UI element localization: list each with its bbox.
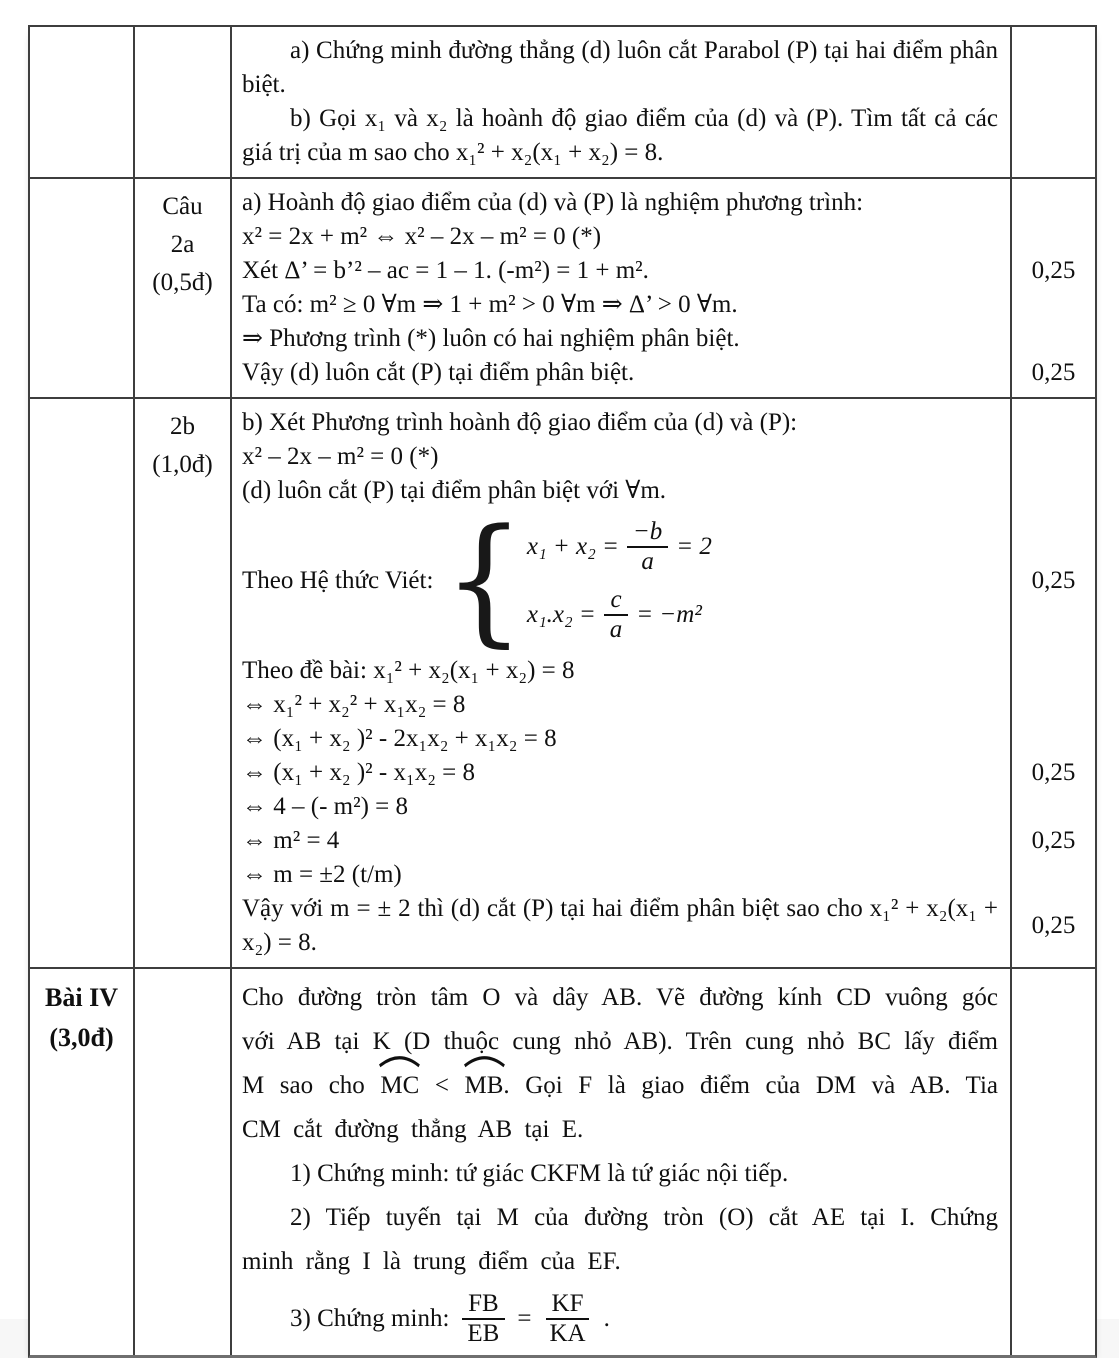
content-line: (d) luôn cắt (P) tại điểm phân biệt với ∀m. <box>242 477 667 504</box>
viete-prefix: Theo Hệ thức Viét: <box>242 567 434 594</box>
content-line: a) Hoành độ giao điểm của (d) và (P) là nghiệm phương trình: <box>242 189 864 216</box>
viete-equations <box>527 518 712 644</box>
cell-cau-label <box>135 969 232 1355</box>
content-line: Vậy (d) luôn cắt (P) tại điểm phân biệt. <box>242 359 635 386</box>
answer-table <box>28 25 1097 1358</box>
equation-lhs: x₁ + x₂ = <box>526 533 619 561</box>
cell-cau-label <box>135 399 232 967</box>
cau-label-line: Câu <box>162 193 203 220</box>
viete-equation <box>527 518 712 576</box>
equation-rhs: = −m² <box>636 601 702 629</box>
text-fragment: < <box>419 1072 465 1099</box>
cell-content <box>232 179 1012 397</box>
score-value: 0,25 <box>1031 567 1076 594</box>
content-line: ⇔ 4 – (- m²) = 8 <box>242 793 409 820</box>
row-bai-4 <box>30 969 1095 1355</box>
cau-label-line: (1,0đ) <box>152 451 213 478</box>
content-line: Xét Δ’ = b’² – ac = 1 – 1. (-m²) = 1 + m². <box>242 257 649 284</box>
cell-bai-label <box>30 179 135 397</box>
arc-label: MB <box>464 1072 504 1099</box>
arc-icon <box>378 1055 421 1067</box>
content-line: ⇔ x₁² + x₂² + x₁x₂ = 8 <box>242 691 466 718</box>
fraction-numerator: c <box>604 586 627 616</box>
cell-content <box>232 969 1012 1355</box>
fraction-numerator: −b <box>627 518 668 548</box>
fracline-suffix: . <box>603 1305 610 1332</box>
score-value: 0,25 <box>1031 359 1076 386</box>
cell-content <box>232 27 1012 177</box>
text-fragment: . Gọi F là giao điểm của DM và AB. Tia CM cắt đường thẳng AB tại E. <box>242 1072 998 1143</box>
cell-score <box>1012 179 1095 397</box>
equals-sign: = <box>517 1305 532 1332</box>
content-line: ⇔ m = ±2 (t/m) <box>242 861 402 888</box>
content-line <box>242 1290 998 1348</box>
content-line: Vậy với m = ± 2 thì (d) cắt (P) tại hai điểm phân biệt sao cho x₁² + x₂(x₁ + x₂) = 8. <box>242 895 998 956</box>
content-line: ⇔ m² = 4 <box>242 827 340 854</box>
content-line: ⇒ Phương trình (*) luôn có hai nghiệm phân biệt. <box>242 325 740 352</box>
cell-cau-label <box>135 179 232 397</box>
row-cau-2b <box>30 399 1095 969</box>
fraction-denominator: KA <box>549 1320 586 1347</box>
bai-label-line: Bài IV <box>45 983 118 1012</box>
content-line: Ta có: m² ≥ 0 ∀m ⇒ 1 + m² > 0 ∀m ⇒ Δ’ > 0 ∀m. <box>242 291 738 318</box>
cau-label-line: 2b <box>170 413 195 440</box>
content-line: Theo đề bài: x₁² + x₂(x₁ + x₂) = 8 <box>242 657 575 684</box>
content-line <box>242 976 998 1152</box>
bai-label-line: (3,0đ) <box>49 1023 114 1052</box>
content-line: b) Gọi x₁ và x₂ là hoành độ giao điểm của (d) và (P). Tìm tất cả các giá trị của m sao cho x₁² + x₂(x₁ + x₂) = 8. <box>242 105 998 166</box>
equation-lhs: x₁.x₂ = <box>526 601 596 629</box>
row-cau-2a <box>30 179 1095 399</box>
content-line: a) Chứng minh đường thẳng (d) luôn cắt Parabol (P) tại hai điểm phân biệt. <box>242 37 998 98</box>
brace-icon: { <box>443 500 525 661</box>
arc-icon <box>463 1055 506 1067</box>
cell-score <box>1012 27 1095 177</box>
score-value: 0,25 <box>1031 912 1076 939</box>
viete-system <box>242 500 998 661</box>
fraction-denominator: a <box>609 616 623 643</box>
fraction-numerator: FB <box>462 1290 505 1320</box>
content-line: 2) Tiếp tuyến tại M của đường tròn (O) cắt AE tại I. Chứng minh rằng I là trung điểm của EF. <box>242 1204 998 1275</box>
cell-bai-label <box>30 969 135 1355</box>
arc-label: MC <box>380 1072 420 1099</box>
fraction-denominator: EB <box>467 1320 500 1347</box>
content-line: ⇔ (x₁ + x₂ )² - x₁x₂ = 8 <box>242 759 476 786</box>
fraction <box>461 1290 505 1348</box>
fracline-prefix: 3) Chứng minh: <box>290 1305 450 1332</box>
score-value: 0,25 <box>1031 827 1076 854</box>
viete-equation <box>527 586 712 644</box>
cau-label-line: 2a <box>170 231 195 258</box>
fraction <box>543 1290 591 1348</box>
fraction-denominator: a <box>641 548 654 575</box>
cell-bai-label <box>30 27 135 177</box>
cell-score <box>1012 399 1095 967</box>
equation-rhs: = 2 <box>676 533 712 561</box>
content-line: x² = 2x + m² ⇔ x² – 2x – m² = 0 (*) <box>242 223 602 250</box>
arc-notation <box>465 1064 504 1108</box>
score-value: 0,25 <box>1031 257 1076 284</box>
cell-bai-label <box>30 399 135 967</box>
fraction-numerator: KF <box>546 1290 590 1320</box>
cau-label-line: (0,5đ) <box>152 269 213 296</box>
content-line: b) Xét Phương trình hoành độ giao điểm của (d) và (P): <box>242 409 798 436</box>
content-line: 1) Chứng minh: tứ giác CKFM là tứ giác nội tiếp. <box>290 1160 789 1187</box>
fraction <box>604 586 629 644</box>
fraction <box>627 518 668 576</box>
row-question-statement <box>30 27 1095 179</box>
cell-score <box>1012 969 1095 1355</box>
arc-notation <box>380 1064 419 1108</box>
content-line: x² – 2x – m² = 0 (*) <box>242 443 439 470</box>
cell-cau-label <box>135 27 232 177</box>
score-value: 0,25 <box>1031 759 1076 786</box>
text-fragment: Cho đường tròn tâm O và dây AB. Vẽ đường kính CD vuông góc với AB tại K (D thuộc cung nhỏ AB). Trên cung nhỏ BC lấy điểm M sao cho <box>242 984 998 1099</box>
content-line: ⇔ (x₁ + x₂ )² - 2x₁x₂ + x₁x₂ = 8 <box>242 725 557 752</box>
cell-content <box>232 399 1012 967</box>
